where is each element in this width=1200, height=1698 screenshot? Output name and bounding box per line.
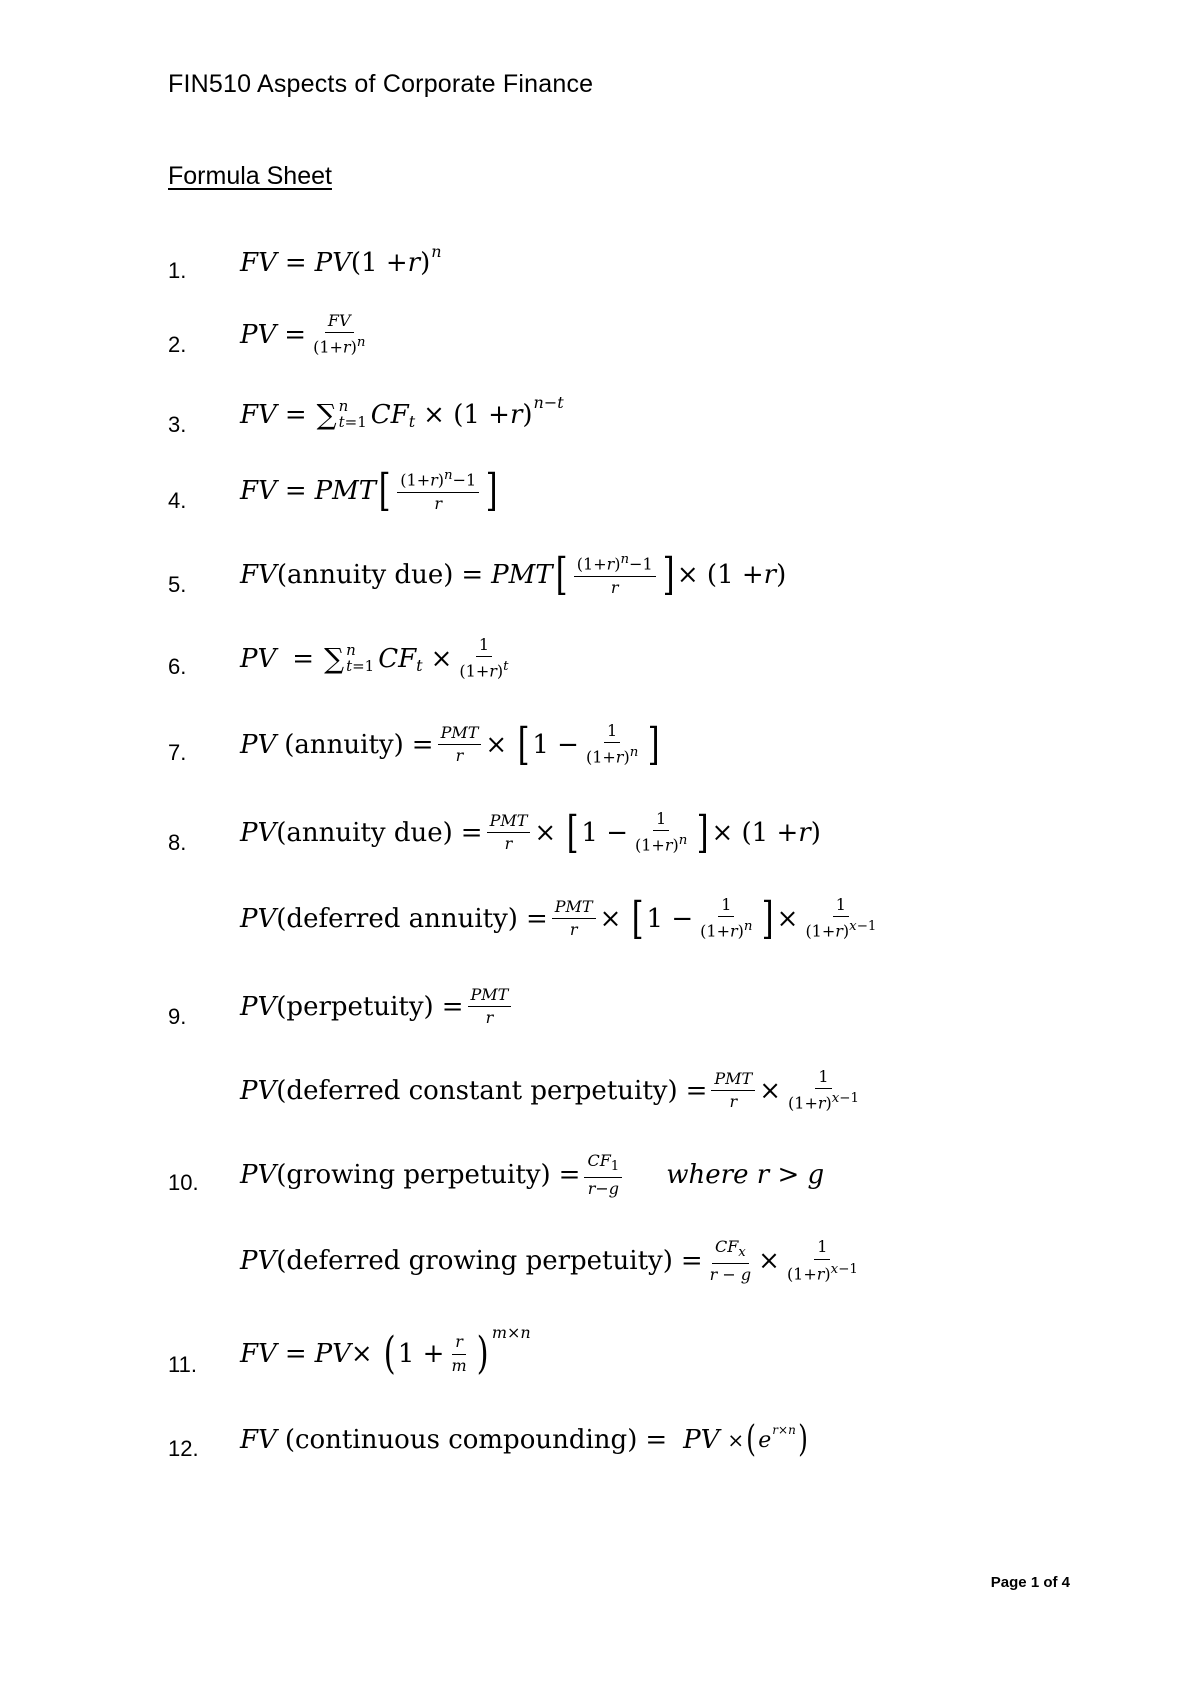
formula-expression: FV = PV × ( 1 + $\frac{r}{m}$ ) m×n (240, 1322, 531, 1379)
formula-number: 9. (168, 1004, 187, 1029)
formula-row (0, 986, 1200, 1046)
formula-label: (deferred growing perpetuity) (276, 1245, 673, 1276)
page-number: Page 1 of 4 (990, 1574, 1070, 1591)
formula-expression: FV = PMT [ $\frac{(1+r)^n-1}{r}$ ] (240, 464, 498, 516)
course-title: FIN510 Aspects of Corporate Finance (168, 70, 594, 98)
formula-expression: PV (growing perpetuity) = $\frac{CF_1}{r-g}$ where r > g (240, 1151, 825, 1198)
formula-row (0, 548, 1200, 612)
formula-row (0, 1322, 1200, 1390)
formula-expression: FV = PV (1 + r ) n (240, 241, 442, 278)
formula-expression: PV (annuity) = $\frac{\text{PMT}}{r}$ × [ 1 − $\frac{1}{(1+r)^n}$ ] (240, 718, 660, 770)
formula-number: 7. (168, 740, 187, 765)
formula-label: (annuity due) (276, 559, 454, 590)
formula-row (0, 892, 1200, 958)
formula-expression: PV (annuity due) = $\frac{\text{PMT}}{r}$ × [ 1 − $\frac{1}{(1+r)^n}$ ] × (1 + r ) (240, 806, 821, 858)
formula-number: 10. (168, 1170, 199, 1195)
formula-label: (annuity due) (276, 817, 453, 848)
formula-label: (growing perpetuity) (276, 1159, 551, 1190)
formula-row (0, 636, 1200, 696)
formula-row (0, 1238, 1200, 1298)
formula-row (0, 466, 1200, 526)
formula-expression: PV = ∑ n t=1 CF t × $\frac{1}{(1+r)^t}$ (240, 635, 509, 681)
formula-number: 12. (168, 1436, 199, 1461)
formula-label: (continuous compounding) (284, 1425, 638, 1455)
formula-row (0, 806, 1200, 872)
formula-number: 5. (168, 572, 187, 597)
formula-row (0, 1152, 1200, 1212)
formula-expression: FV (annuity due) = PMT [ $\frac{(1+r)^n-1}{r}$ ] × (1 + r ) (240, 548, 787, 600)
formula-number: 1. (168, 258, 187, 283)
formula-number: 4. (168, 488, 187, 513)
formula-number: 3. (168, 412, 187, 437)
formula-label: (deferred constant perpetuity) (276, 1075, 678, 1106)
formula-row (0, 1068, 1200, 1128)
formula-expression: PV (deferred growing perpetuity) = $\frac{CF_x}{r - g}$ × $\frac{1}{(1+r)^{x-1}}$ (240, 1237, 858, 1284)
formula-expression: PV (deferred constant perpetuity) = $\frac{\text{PMT}}{r}$ × $\frac{1}{(1+r)^{x-1}}$ (240, 1067, 859, 1113)
formula-condition: where r > g (666, 1159, 825, 1190)
formula-expression: FV (continuous compounding) = PV × ( e r×n ) (240, 1419, 808, 1460)
formula-expression: PV (deferred annuity) = $\frac{\text{PMT}}{r}$ × [ 1 − $\frac{1}{(1+r)^n}$ ] × $\frac{1}{(1+r)^{x-1}}$ (240, 892, 877, 944)
formula-number: 11. (168, 1352, 197, 1377)
formula-expression: FV = ∑ n t=1 CF t × (1 + r ) n−t (240, 393, 564, 431)
formula-row (0, 718, 1200, 784)
formula-expression: PV = $\frac{FV}{(1+r)^n}$ (240, 311, 366, 357)
formula-row (0, 1418, 1200, 1478)
formula-row (0, 392, 1200, 452)
formula-label: (annuity) (284, 729, 404, 760)
formula-number: 6. (168, 654, 187, 679)
formula-row (0, 240, 1200, 300)
formula-label: (perpetuity) (276, 991, 434, 1022)
formula-expression: PV (perpetuity) = $\frac{\text{PMT}}{r}$ (240, 986, 515, 1028)
sheet-title: Formula Sheet (168, 162, 332, 190)
formula-label: (deferred annuity) (276, 903, 518, 934)
formula-number: 2. (168, 332, 187, 357)
formula-number: 8. (168, 830, 187, 855)
formula-row (0, 308, 1200, 368)
